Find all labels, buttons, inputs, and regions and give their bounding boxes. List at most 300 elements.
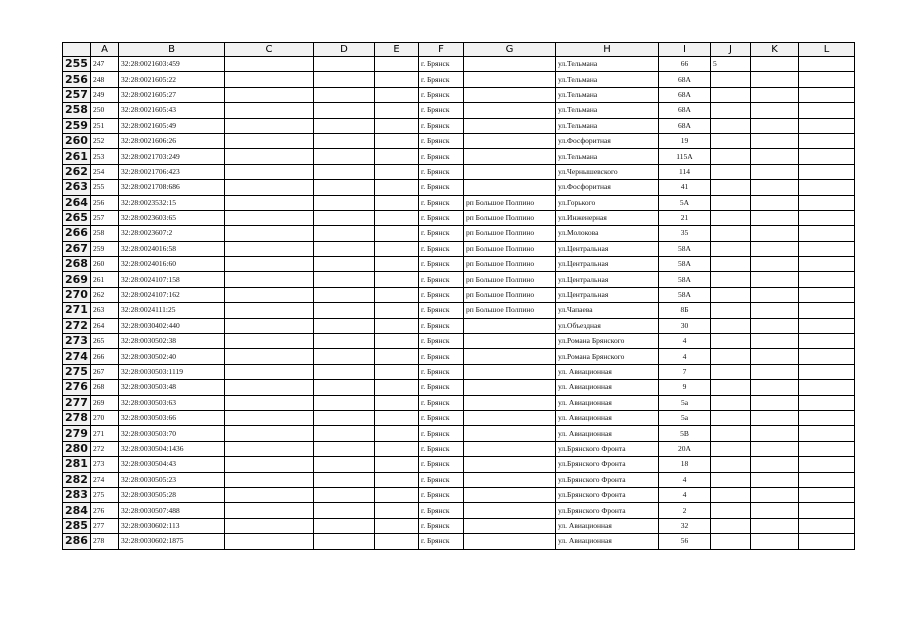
row-number[interactable]: 275 xyxy=(63,364,91,379)
cell-b[interactable]: 32:28:0024016:60 xyxy=(119,257,225,272)
cell-j[interactable]: 5 xyxy=(711,57,751,72)
cell-i[interactable]: 7 xyxy=(659,364,711,379)
cell-g[interactable]: рп Большое Полпино xyxy=(464,287,556,302)
cell-c[interactable] xyxy=(225,133,314,148)
cell-g[interactable] xyxy=(464,349,556,364)
cell-l[interactable] xyxy=(799,57,855,72)
cell-b[interactable]: 32:28:0030502:38 xyxy=(119,334,225,349)
cell-e[interactable] xyxy=(375,195,419,210)
cell-h[interactable]: ул.Тельмана xyxy=(556,72,659,87)
cell-h[interactable]: ул.Брянского Фронта xyxy=(556,441,659,456)
column-header-f[interactable]: F xyxy=(419,43,464,57)
cell-d[interactable] xyxy=(314,441,375,456)
cell-l[interactable] xyxy=(799,241,855,256)
column-header-j[interactable]: J xyxy=(711,43,751,57)
row-number[interactable]: 265 xyxy=(63,210,91,225)
cell-j[interactable] xyxy=(711,303,751,318)
cell-a[interactable]: 252 xyxy=(91,133,119,148)
cell-b[interactable]: 32:28:0021605:22 xyxy=(119,72,225,87)
cell-j[interactable] xyxy=(711,133,751,148)
cell-d[interactable] xyxy=(314,334,375,349)
cell-k[interactable] xyxy=(751,103,799,118)
cell-f[interactable]: г. Брянск xyxy=(419,210,464,225)
cell-i[interactable]: 4 xyxy=(659,487,711,502)
cell-h[interactable]: ул. Авиационная xyxy=(556,395,659,410)
cell-c[interactable] xyxy=(225,103,314,118)
cell-k[interactable] xyxy=(751,534,799,549)
cell-h[interactable]: ул.Центральная xyxy=(556,241,659,256)
cell-i[interactable]: 21 xyxy=(659,210,711,225)
cell-k[interactable] xyxy=(751,395,799,410)
cell-l[interactable] xyxy=(799,118,855,133)
column-header-l[interactable]: L xyxy=(799,43,855,57)
cell-c[interactable] xyxy=(225,118,314,133)
cell-e[interactable] xyxy=(375,149,419,164)
cell-d[interactable] xyxy=(314,210,375,225)
cell-h[interactable]: ул. Авиационная xyxy=(556,426,659,441)
cell-f[interactable]: г. Брянск xyxy=(419,487,464,502)
cell-a[interactable]: 275 xyxy=(91,487,119,502)
cell-j[interactable] xyxy=(711,472,751,487)
cell-l[interactable] xyxy=(799,133,855,148)
cell-j[interactable] xyxy=(711,380,751,395)
cell-l[interactable] xyxy=(799,472,855,487)
cell-j[interactable] xyxy=(711,103,751,118)
cell-d[interactable] xyxy=(314,426,375,441)
cell-b[interactable]: 32:28:0030505:28 xyxy=(119,487,225,502)
cell-a[interactable]: 269 xyxy=(91,395,119,410)
cell-g[interactable] xyxy=(464,380,556,395)
cell-e[interactable] xyxy=(375,241,419,256)
cell-g[interactable] xyxy=(464,118,556,133)
cell-c[interactable] xyxy=(225,226,314,241)
cell-d[interactable] xyxy=(314,57,375,72)
cell-j[interactable] xyxy=(711,518,751,533)
row-number[interactable]: 285 xyxy=(63,518,91,533)
cell-g[interactable] xyxy=(464,395,556,410)
cell-f[interactable]: г. Брянск xyxy=(419,287,464,302)
cell-e[interactable] xyxy=(375,272,419,287)
cell-b[interactable]: 32:28:0030504:43 xyxy=(119,457,225,472)
cell-l[interactable] xyxy=(799,441,855,456)
cell-e[interactable] xyxy=(375,426,419,441)
cell-f[interactable]: г. Брянск xyxy=(419,72,464,87)
cell-i[interactable]: 5А xyxy=(659,195,711,210)
cell-b[interactable]: 32:28:0021605:49 xyxy=(119,118,225,133)
row-number[interactable]: 261 xyxy=(63,149,91,164)
cell-c[interactable] xyxy=(225,164,314,179)
cell-e[interactable] xyxy=(375,410,419,425)
cell-k[interactable] xyxy=(751,380,799,395)
cell-c[interactable] xyxy=(225,487,314,502)
row-number[interactable]: 277 xyxy=(63,395,91,410)
cell-j[interactable] xyxy=(711,410,751,425)
cell-e[interactable] xyxy=(375,364,419,379)
cell-j[interactable] xyxy=(711,503,751,518)
cell-h[interactable]: ул.Тельмана xyxy=(556,118,659,133)
row-number[interactable]: 272 xyxy=(63,318,91,333)
cell-g[interactable] xyxy=(464,149,556,164)
cell-k[interactable] xyxy=(751,87,799,102)
cell-d[interactable] xyxy=(314,503,375,518)
cell-h[interactable]: ул.Объездная xyxy=(556,318,659,333)
cell-j[interactable] xyxy=(711,349,751,364)
cell-d[interactable] xyxy=(314,257,375,272)
cell-e[interactable] xyxy=(375,503,419,518)
cell-b[interactable]: 32:28:0024111:25 xyxy=(119,303,225,318)
cell-a[interactable]: 251 xyxy=(91,118,119,133)
cell-c[interactable] xyxy=(225,349,314,364)
cell-e[interactable] xyxy=(375,87,419,102)
cell-i[interactable]: 2 xyxy=(659,503,711,518)
cell-j[interactable] xyxy=(711,149,751,164)
cell-b[interactable]: 32:28:0030602:113 xyxy=(119,518,225,533)
cell-i[interactable]: 68А xyxy=(659,118,711,133)
cell-k[interactable] xyxy=(751,72,799,87)
cell-d[interactable] xyxy=(314,133,375,148)
cell-a[interactable]: 258 xyxy=(91,226,119,241)
cell-f[interactable]: г. Брянск xyxy=(419,241,464,256)
cell-l[interactable] xyxy=(799,395,855,410)
cell-l[interactable] xyxy=(799,426,855,441)
cell-c[interactable] xyxy=(225,518,314,533)
cell-j[interactable] xyxy=(711,72,751,87)
cell-e[interactable] xyxy=(375,472,419,487)
cell-e[interactable] xyxy=(375,380,419,395)
row-number[interactable]: 260 xyxy=(63,133,91,148)
cell-h[interactable]: ул. Авиационная xyxy=(556,364,659,379)
cell-h[interactable]: ул. Авиационная xyxy=(556,410,659,425)
column-header-a[interactable]: A xyxy=(91,43,119,57)
cell-i[interactable]: 18 xyxy=(659,457,711,472)
cell-l[interactable] xyxy=(799,226,855,241)
cell-l[interactable] xyxy=(799,164,855,179)
cell-f[interactable]: г. Брянск xyxy=(419,87,464,102)
cell-c[interactable] xyxy=(225,195,314,210)
row-number[interactable]: 255 xyxy=(63,57,91,72)
cell-c[interactable] xyxy=(225,472,314,487)
row-number[interactable]: 279 xyxy=(63,426,91,441)
cell-g[interactable]: рп Большое Полпино xyxy=(464,272,556,287)
cell-k[interactable] xyxy=(751,303,799,318)
cell-j[interactable] xyxy=(711,272,751,287)
cell-h[interactable]: ул.Молокова xyxy=(556,226,659,241)
cell-f[interactable]: г. Брянск xyxy=(419,272,464,287)
cell-f[interactable]: г. Брянск xyxy=(419,118,464,133)
cell-k[interactable] xyxy=(751,226,799,241)
cell-d[interactable] xyxy=(314,72,375,87)
cell-k[interactable] xyxy=(751,410,799,425)
cell-l[interactable] xyxy=(799,257,855,272)
cell-h[interactable]: ул.Брянского Фронта xyxy=(556,472,659,487)
cell-k[interactable] xyxy=(751,318,799,333)
cell-h[interactable]: ул.Тельмана xyxy=(556,87,659,102)
cell-i[interactable]: 58А xyxy=(659,287,711,302)
cell-a[interactable]: 257 xyxy=(91,210,119,225)
cell-i[interactable]: 5а xyxy=(659,395,711,410)
cell-b[interactable]: 32:28:0021603:459 xyxy=(119,57,225,72)
cell-f[interactable]: г. Брянск xyxy=(419,410,464,425)
cell-d[interactable] xyxy=(314,364,375,379)
cell-f[interactable]: г. Брянск xyxy=(419,441,464,456)
row-number[interactable]: 274 xyxy=(63,349,91,364)
cell-c[interactable] xyxy=(225,287,314,302)
cell-i[interactable]: 68А xyxy=(659,103,711,118)
cell-g[interactable] xyxy=(464,410,556,425)
cell-k[interactable] xyxy=(751,426,799,441)
cell-l[interactable] xyxy=(799,364,855,379)
cell-e[interactable] xyxy=(375,118,419,133)
cell-l[interactable] xyxy=(799,487,855,502)
cell-a[interactable]: 248 xyxy=(91,72,119,87)
cell-c[interactable] xyxy=(225,303,314,318)
cell-h[interactable]: ул.Тельмана xyxy=(556,103,659,118)
cell-b[interactable]: 32:28:0030503:63 xyxy=(119,395,225,410)
cell-f[interactable]: г. Брянск xyxy=(419,180,464,195)
cell-h[interactable]: ул.Тельмана xyxy=(556,57,659,72)
cell-b[interactable]: 32:28:0030503:66 xyxy=(119,410,225,425)
cell-i[interactable]: 41 xyxy=(659,180,711,195)
cell-g[interactable] xyxy=(464,364,556,379)
cell-k[interactable] xyxy=(751,195,799,210)
cell-e[interactable] xyxy=(375,257,419,272)
cell-d[interactable] xyxy=(314,103,375,118)
cell-e[interactable] xyxy=(375,287,419,302)
cell-l[interactable] xyxy=(799,149,855,164)
column-header-g[interactable]: G xyxy=(464,43,556,57)
row-number[interactable]: 284 xyxy=(63,503,91,518)
cell-l[interactable] xyxy=(799,287,855,302)
cell-d[interactable] xyxy=(314,87,375,102)
row-number[interactable]: 257 xyxy=(63,87,91,102)
cell-h[interactable]: ул.Инженерная xyxy=(556,210,659,225)
cell-i[interactable]: 58А xyxy=(659,272,711,287)
cell-a[interactable]: 255 xyxy=(91,180,119,195)
cell-i[interactable]: 58А xyxy=(659,257,711,272)
cell-i[interactable]: 20А xyxy=(659,441,711,456)
column-header-c[interactable]: C xyxy=(225,43,314,57)
cell-a[interactable]: 272 xyxy=(91,441,119,456)
cell-i[interactable]: 5а xyxy=(659,410,711,425)
cell-k[interactable] xyxy=(751,487,799,502)
cell-k[interactable] xyxy=(751,257,799,272)
cell-d[interactable] xyxy=(314,149,375,164)
cell-a[interactable]: 268 xyxy=(91,380,119,395)
cell-k[interactable] xyxy=(751,518,799,533)
cell-a[interactable]: 271 xyxy=(91,426,119,441)
cell-b[interactable]: 32:28:0024107:162 xyxy=(119,287,225,302)
cell-f[interactable]: г. Брянск xyxy=(419,103,464,118)
cell-c[interactable] xyxy=(225,534,314,549)
cell-c[interactable] xyxy=(225,241,314,256)
cell-e[interactable] xyxy=(375,103,419,118)
cell-i[interactable]: 32 xyxy=(659,518,711,533)
cell-h[interactable]: ул.Центральная xyxy=(556,272,659,287)
cell-j[interactable] xyxy=(711,534,751,549)
cell-f[interactable]: г. Брянск xyxy=(419,226,464,241)
cell-h[interactable]: ул.Центральная xyxy=(556,257,659,272)
cell-b[interactable]: 32:28:0021706:423 xyxy=(119,164,225,179)
cell-h[interactable]: ул.Тельмана xyxy=(556,149,659,164)
cell-k[interactable] xyxy=(751,349,799,364)
cell-l[interactable] xyxy=(799,534,855,549)
cell-f[interactable]: г. Брянск xyxy=(419,472,464,487)
cell-c[interactable] xyxy=(225,380,314,395)
cell-f[interactable]: г. Брянск xyxy=(419,257,464,272)
cell-g[interactable] xyxy=(464,534,556,549)
cell-i[interactable]: 35 xyxy=(659,226,711,241)
cell-h[interactable]: ул.Брянского Фронта xyxy=(556,457,659,472)
cell-k[interactable] xyxy=(751,57,799,72)
row-number[interactable]: 262 xyxy=(63,164,91,179)
cell-h[interactable]: ул. Авиационная xyxy=(556,518,659,533)
cell-j[interactable] xyxy=(711,87,751,102)
cell-i[interactable]: 56 xyxy=(659,534,711,549)
cell-i[interactable]: 5В xyxy=(659,426,711,441)
column-header-e[interactable]: E xyxy=(375,43,419,57)
cell-l[interactable] xyxy=(799,518,855,533)
cell-g[interactable] xyxy=(464,441,556,456)
cell-f[interactable]: г. Брянск xyxy=(419,334,464,349)
cell-a[interactable]: 276 xyxy=(91,503,119,518)
cell-l[interactable] xyxy=(799,180,855,195)
cell-f[interactable]: г. Брянск xyxy=(419,133,464,148)
cell-j[interactable] xyxy=(711,487,751,502)
cell-j[interactable] xyxy=(711,226,751,241)
cell-d[interactable] xyxy=(314,180,375,195)
cell-a[interactable]: 259 xyxy=(91,241,119,256)
cell-j[interactable] xyxy=(711,164,751,179)
cell-k[interactable] xyxy=(751,133,799,148)
cell-g[interactable] xyxy=(464,334,556,349)
cell-b[interactable]: 32:28:0030602:1875 xyxy=(119,534,225,549)
row-number[interactable]: 268 xyxy=(63,257,91,272)
cell-j[interactable] xyxy=(711,180,751,195)
cell-l[interactable] xyxy=(799,334,855,349)
cell-b[interactable]: 32:28:0023607:2 xyxy=(119,226,225,241)
cell-g[interactable]: рп Большое Полпино xyxy=(464,195,556,210)
cell-e[interactable] xyxy=(375,349,419,364)
cell-g[interactable] xyxy=(464,103,556,118)
cell-j[interactable] xyxy=(711,257,751,272)
column-header-d[interactable]: D xyxy=(314,43,375,57)
cell-c[interactable] xyxy=(225,272,314,287)
cell-i[interactable]: 19 xyxy=(659,133,711,148)
row-number[interactable]: 266 xyxy=(63,226,91,241)
cell-b[interactable]: 32:28:0030503:1119 xyxy=(119,364,225,379)
cell-k[interactable] xyxy=(751,272,799,287)
cell-d[interactable] xyxy=(314,164,375,179)
row-number[interactable]: 264 xyxy=(63,195,91,210)
cell-a[interactable]: 263 xyxy=(91,303,119,318)
cell-f[interactable]: г. Брянск xyxy=(419,380,464,395)
row-number[interactable]: 281 xyxy=(63,457,91,472)
cell-k[interactable] xyxy=(751,180,799,195)
row-number[interactable]: 267 xyxy=(63,241,91,256)
cell-e[interactable] xyxy=(375,180,419,195)
cell-h[interactable]: ул.Фосфоритная xyxy=(556,133,659,148)
cell-j[interactable] xyxy=(711,334,751,349)
cell-j[interactable] xyxy=(711,395,751,410)
cell-l[interactable] xyxy=(799,349,855,364)
cell-f[interactable]: г. Брянск xyxy=(419,164,464,179)
cell-c[interactable] xyxy=(225,426,314,441)
cell-i[interactable]: 58А xyxy=(659,241,711,256)
cell-a[interactable]: 264 xyxy=(91,318,119,333)
row-number[interactable]: 269 xyxy=(63,272,91,287)
cell-k[interactable] xyxy=(751,118,799,133)
row-number[interactable]: 270 xyxy=(63,287,91,302)
cell-f[interactable]: г. Брянск xyxy=(419,426,464,441)
cell-a[interactable]: 273 xyxy=(91,457,119,472)
cell-j[interactable] xyxy=(711,118,751,133)
row-number[interactable]: 256 xyxy=(63,72,91,87)
cell-d[interactable] xyxy=(314,303,375,318)
cell-b[interactable]: 32:28:0021605:27 xyxy=(119,87,225,102)
cell-a[interactable]: 249 xyxy=(91,87,119,102)
cell-a[interactable]: 247 xyxy=(91,57,119,72)
cell-d[interactable] xyxy=(314,287,375,302)
cell-b[interactable]: 32:28:0024107:158 xyxy=(119,272,225,287)
cell-c[interactable] xyxy=(225,410,314,425)
cell-j[interactable] xyxy=(711,287,751,302)
cell-a[interactable]: 250 xyxy=(91,103,119,118)
cell-e[interactable] xyxy=(375,395,419,410)
cell-e[interactable] xyxy=(375,57,419,72)
cell-d[interactable] xyxy=(314,472,375,487)
cell-k[interactable] xyxy=(751,457,799,472)
cell-f[interactable]: г. Брянск xyxy=(419,303,464,318)
cell-e[interactable] xyxy=(375,318,419,333)
cell-g[interactable]: рп Большое Полпино xyxy=(464,303,556,318)
cell-c[interactable] xyxy=(225,503,314,518)
cell-c[interactable] xyxy=(225,364,314,379)
cell-g[interactable] xyxy=(464,426,556,441)
cell-l[interactable] xyxy=(799,318,855,333)
cell-b[interactable]: 32:28:0023532:15 xyxy=(119,195,225,210)
cell-e[interactable] xyxy=(375,334,419,349)
cell-g[interactable]: рп Большое Полпино xyxy=(464,226,556,241)
cell-l[interactable] xyxy=(799,457,855,472)
cell-l[interactable] xyxy=(799,410,855,425)
cell-g[interactable]: рп Большое Полпино xyxy=(464,257,556,272)
cell-g[interactable] xyxy=(464,472,556,487)
cell-i[interactable]: 66 xyxy=(659,57,711,72)
cell-h[interactable]: ул. Авиационная xyxy=(556,380,659,395)
cell-c[interactable] xyxy=(225,457,314,472)
cell-l[interactable] xyxy=(799,87,855,102)
cell-c[interactable] xyxy=(225,334,314,349)
row-number[interactable]: 276 xyxy=(63,380,91,395)
cell-l[interactable] xyxy=(799,195,855,210)
cell-b[interactable]: 32:28:0030507:488 xyxy=(119,503,225,518)
cell-g[interactable] xyxy=(464,318,556,333)
cell-g[interactable] xyxy=(464,72,556,87)
cell-j[interactable] xyxy=(711,457,751,472)
cell-h[interactable]: ул.Центральная xyxy=(556,287,659,302)
cell-c[interactable] xyxy=(225,441,314,456)
cell-h[interactable]: ул.Брянского Фронта xyxy=(556,503,659,518)
cell-d[interactable] xyxy=(314,487,375,502)
cell-g[interactable] xyxy=(464,57,556,72)
cell-f[interactable]: г. Брянск xyxy=(419,195,464,210)
column-header-i[interactable]: I xyxy=(659,43,711,57)
cell-c[interactable] xyxy=(225,180,314,195)
cell-a[interactable]: 253 xyxy=(91,149,119,164)
cell-f[interactable]: г. Брянск xyxy=(419,318,464,333)
cell-h[interactable]: ул.Фосфоритная xyxy=(556,180,659,195)
cell-e[interactable] xyxy=(375,72,419,87)
